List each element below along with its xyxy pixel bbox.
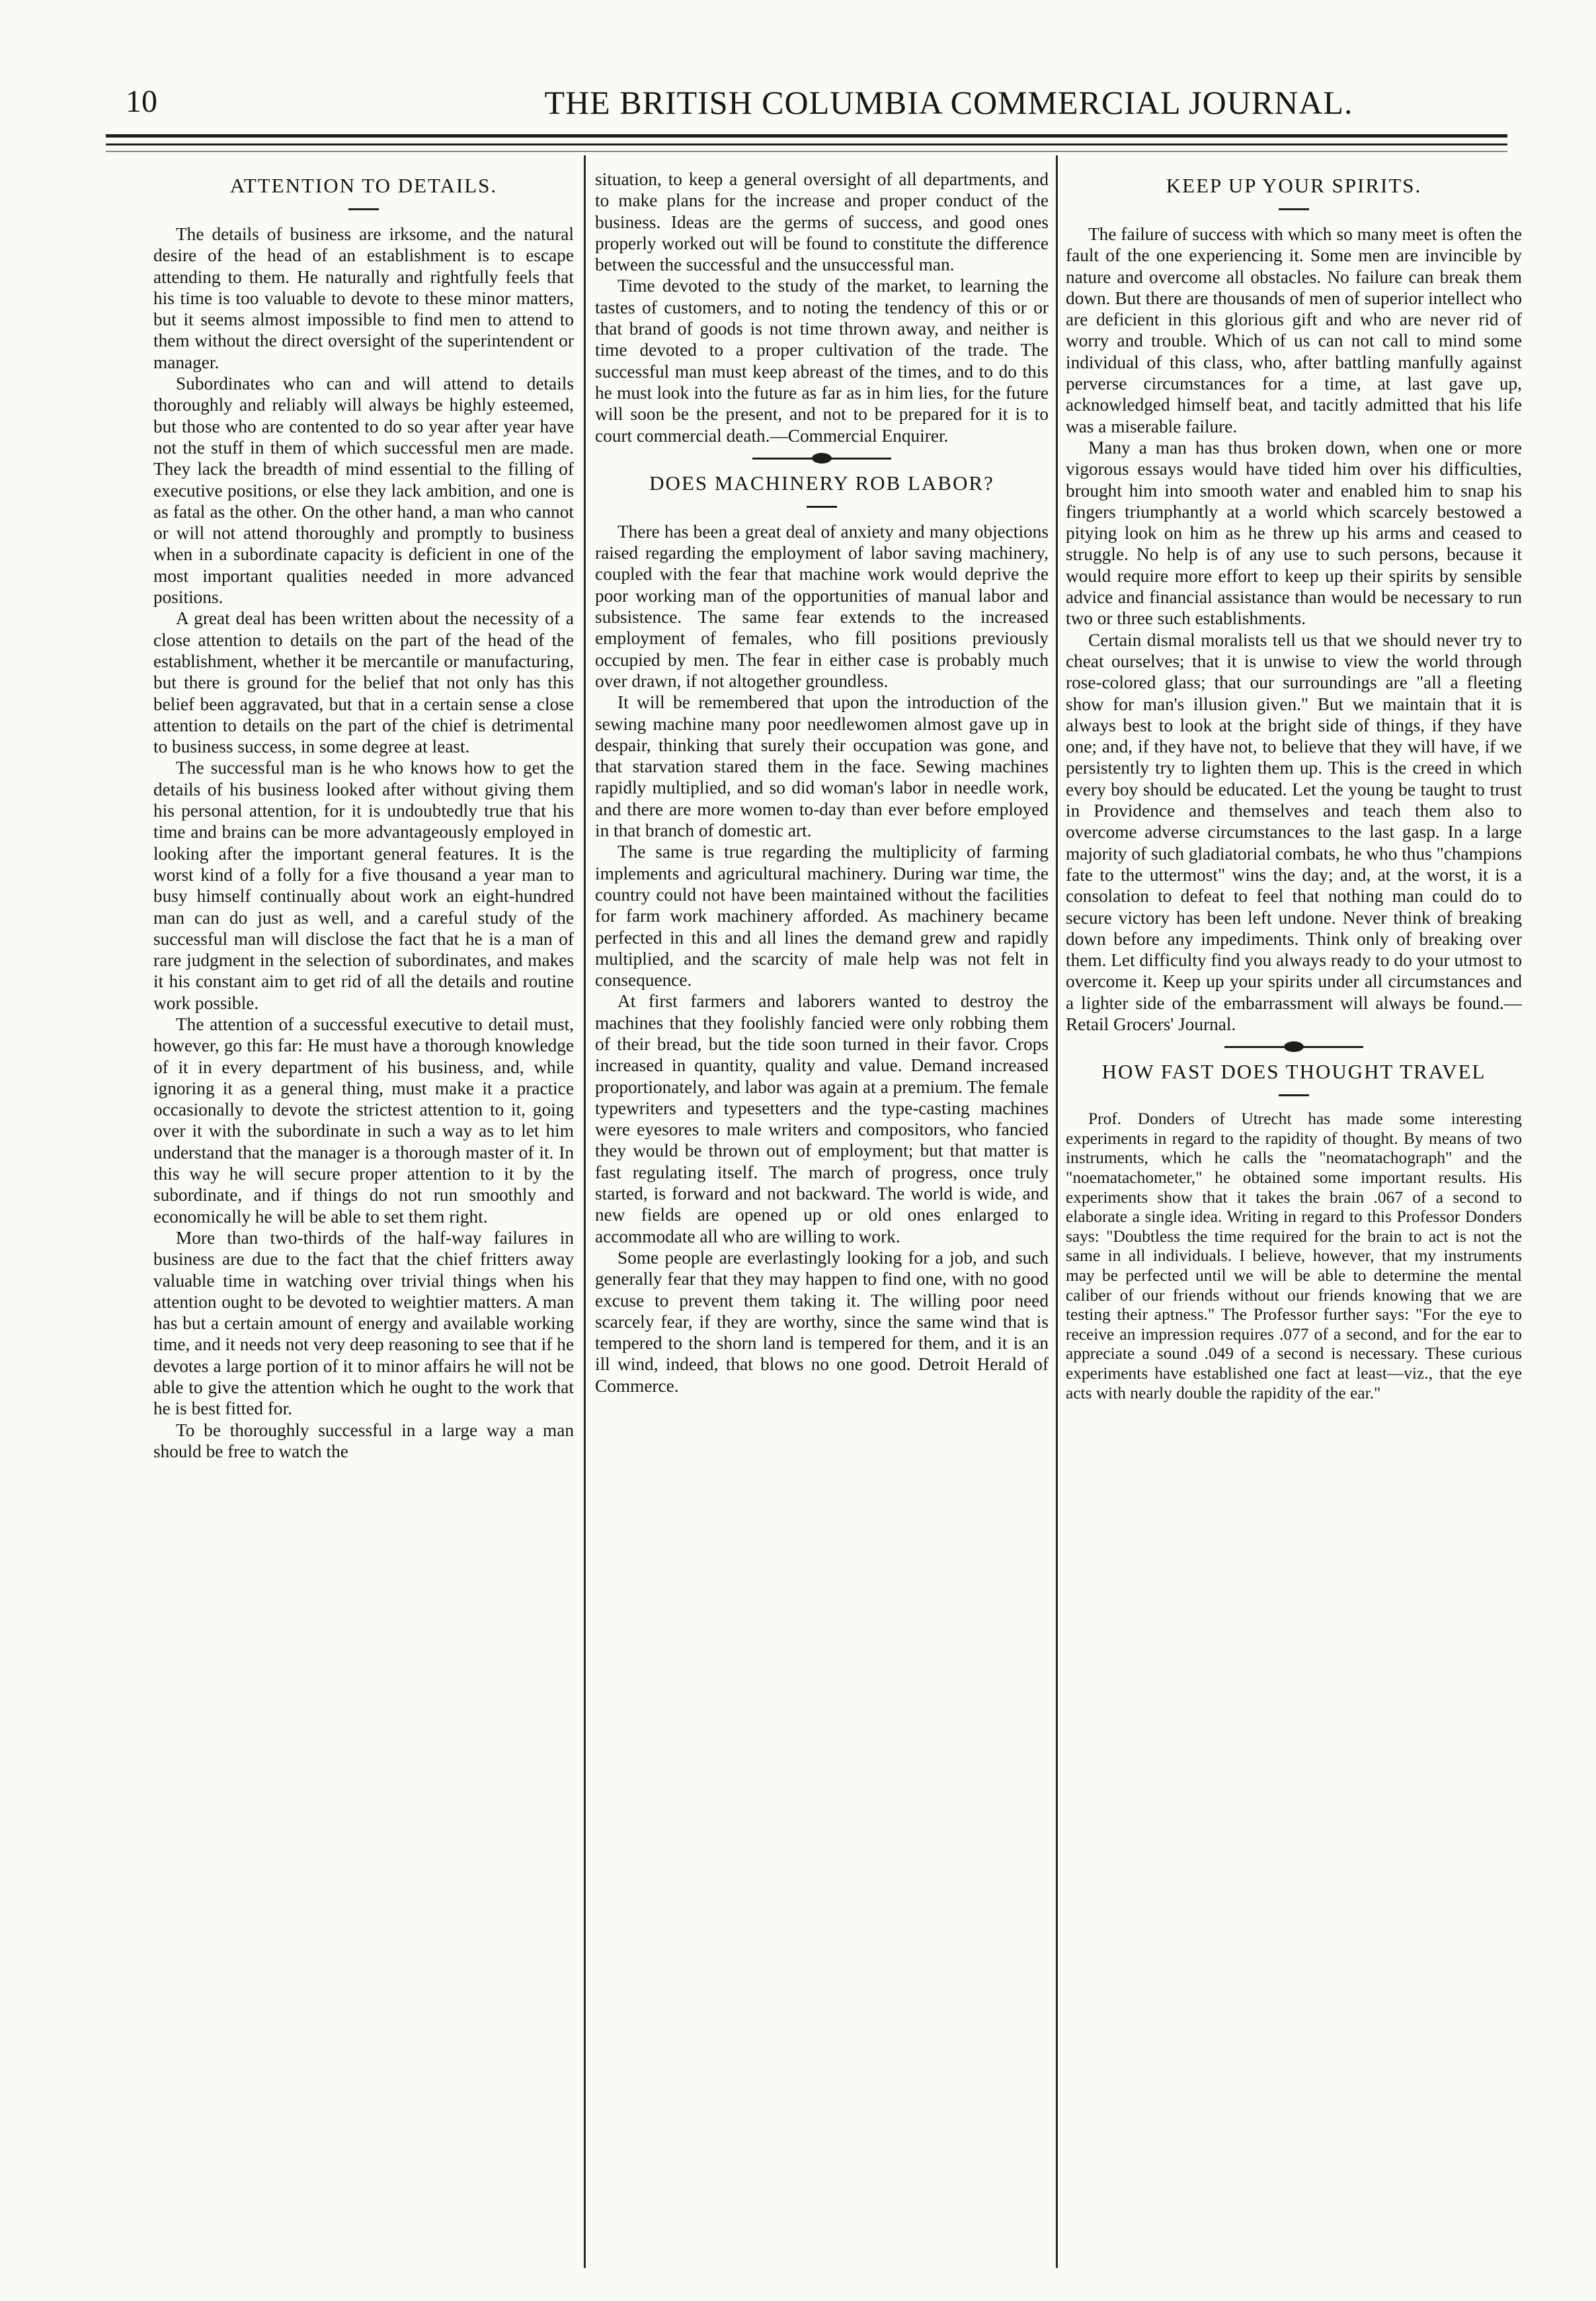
masthead: THE BRITISH COLUMBIA COMMERCIAL JOURNAL. bbox=[544, 84, 1353, 121]
paragraph: To be thoroughly successful in a large way a man should be free to watch the bbox=[153, 1420, 574, 1461]
paragraph: The successful man is he who knows how to get the details of his business looked after without giving them his personal attention, for it is undoubtedly true that his time and brains can be more advantageously employed in looking after the important general features. It is the worst kind of a folly for a five thousand a year man to busy himself continually about work an eight-hundred man can do just as well, and a careful study of the successful man will disclose the fact that he is a man of rare judgment in the selection of subordinates, and makes it his constant aim to get rid of all the details and routine work possible. bbox=[153, 758, 574, 1013]
article-divider bbox=[752, 450, 891, 466]
paragraph: Prof. Donders of Utrecht has made some interesting experiments in regard to the rapidity of thought. By means of two instruments, which he calls the "neomatachograph" and the "noematachometer," he obtained some important results. His experiments show that it takes the brain .067 of a second to elaborate a single idea. Writing in regard to this Professor Donders says: "Doubtless the time required for the brain to act is not the same in all individuals. I believe, however, that my instruments may be perfected until we will be able to determine the mental caliber of our friends without our friends knowing that we are testing their aptness." The Professor further says: "For the eye to receive an impression requires .077 of a second, and for the ear to appreciate a sound .049 of a second is necessary. These curious experiments have established one fact at least—viz., that the eye acts with nearly double the rapidity of the ear." bbox=[1066, 1110, 1522, 1402]
headline: HOW FAST DOES THOUGHT TRAVEL bbox=[1101, 1060, 1486, 1084]
column-2 bbox=[595, 169, 1049, 2271]
paragraph: A great deal has been written about the necessity of a close attention to details on the part of the head of the establishment, whether it be mercantile or manufacturing, but there is ground for the belief that not only has this belief been aggravated, but that in a certain sense a close attention to details on the part of the chief is detrimental to business success, in some degree at least. bbox=[153, 608, 574, 757]
header-rule bbox=[106, 134, 1507, 138]
paragraph: situation, to keep a general oversight of all departments, and to make plans for the increase and proper conduct of the business. Ideas are the germs of success, and good ones properly worked out will be found to constitute the difference between the successful and the unsuccessful man. bbox=[595, 169, 1049, 275]
article-keep-up-spirits bbox=[1066, 173, 1522, 1035]
paragraph: Many a man has thus broken down, when one or more vigorous essays would have tided him over his difficulties, brought him into smooth water and enabled him to snap his fingers triumphantly at a world which scarcely bestowed a pitying look on him as he threw up his arms and ceased to struggle. No help is of any use to such persons, because it would require more effort to keep up their spirits by sensible advice and financial assistance than would be necessary to run two or three such establishments. bbox=[1066, 437, 1522, 629]
headline-dash bbox=[807, 506, 837, 508]
headline-dash bbox=[1279, 1094, 1309, 1096]
paragraph: The failure of success with which so many meet is often the fault of the one experiencing it. Some men are invincible by nature and overcome all obstacles. No failure can break them down. But there are thousands of men of superior intellect who are deficient in this glorious gift and who are never rid of worry and trouble. Which of us can not call to mind some individual of this class, who, after battling manfully against perverse circumstances for a time, at last gave up, acknowledged himself beat, and tacitly admitted that his life was a miserable failure. bbox=[1066, 224, 1522, 436]
article-thought-travel bbox=[1066, 1059, 1522, 1403]
article-attention-to-details bbox=[153, 173, 574, 1462]
headline: KEEP UP YOUR SPIRITS. bbox=[1166, 174, 1422, 197]
header-rule bbox=[106, 143, 1507, 145]
header-rule bbox=[106, 151, 1507, 152]
paragraph: Certain dismal moralists tell us that we should never try to cheat ourselves; that it is unwise to view the world through rose-colored glass; that our surroundings are "all a fleeting show for man's illusion given." But we maintain that it is always best to look at the bright side of things, if they have one; and, if they have not, to believe that they will have, if we persistently try to lighten them up. This is the creed in which every boy should be educated. Let the young be taught to trust in Providence and themselves and teach them also to overcome adverse circumstances to the last gasp. In a large majority of such gladiatorial combats, he who thus "champions fate to the uttermost" wins the day; and, at the worst, it is a consolation to defeat to feel that nothing man could do to secure victory has been left undone. Never think of breaking down before any impediments. Think only of breaking over them. Let difficulty find you always ready to do your utmost to overcome it. Keep up your spirits under all circumstances and a lighter side of the embarrassment will always be found.—Retail Grocers' Journal. bbox=[1066, 629, 1522, 1034]
headline: ATTENTION TO DETAILS. bbox=[229, 174, 498, 197]
paragraph: Subordinates who can and will attend to details thoroughly and reliably will always be highly esteemed, but those who are contented to do so year after year have not the stuff in them of which successful men are made. They lack the breadth of mind essential to the filling of executive positions, or else they lack ambition, and one is as fatal as the other. On the other hand, a man who cannot or will not attend thoroughly and promptly to business when in a subordinate capacity is deficient in one of the most important qualities needed in more advanced positions. bbox=[153, 374, 574, 608]
paragraph: More than two-thirds of the half-way failures in business are due to the fact that the chief fritters away valuable time in watching over trivial things when his attention ought to be devoted to weightier matters. A man has but a certain amount of energy and available working time, and it needs not very deep reasoning to see that if he devotes a large portion of it to minor affairs he will not be able to give the attention which he ought to the work that he is best fitted for. bbox=[153, 1227, 574, 1419]
paragraph: The same is true regarding the multiplicity of farming implements and agricultural machinery. During war time, the country could not have been maintained without the facilities for farm work machinery afforded. As machinery became perfected in this and all lines the demand grew and rapidly multiplied, and the scarcity of male help was not felt in consequence. bbox=[595, 842, 1049, 990]
column-rule bbox=[584, 155, 586, 2268]
paragraph: At first farmers and laborers wanted to destroy the machines that they foolishly fancied were only robbing them of their bread, but the tide soon turned in their favor. Crops increased in quantity, quality and value. Demand increased proportionately, and labor was again at a premium. The female typewriters and typesetters and the type-casting machines were eyesores to male writers and compositors, who fancied they would be thrown out of employment; but that matter is fast regulating itself. The march of progress, once truly started, is forward and not backward. The world is wide, and new fields are opened up or old ones enlarged to accommodate all who are willing to work. bbox=[595, 991, 1049, 1246]
column-1 bbox=[153, 169, 574, 2271]
headline: DOES MACHINERY ROB LABOR? bbox=[649, 471, 994, 495]
paragraph: The details of business are irksome, and the natural desire of the head of an establishment is to escape attending to them. He naturally and rightfully feels that his time is too valuable to devote to these minor matters, but it seems almost impossible to find men to attend to them without the direct oversight of the superintendent or manager. bbox=[153, 224, 574, 372]
paragraph: Time devoted to the study of the market, to learning the tastes of customers, and to noting the tendency of this or or that brand of goods is not time thrown away, and neither is time devoted to a proper cultivation of the trade. The successful man must keep abreast of the times, and to do this he must look into the future as far as in him lies, for the future will soon be the present, and not to be prepared for it is to court commercial death.—Commercial Enquirer. bbox=[595, 276, 1049, 446]
article-divider bbox=[1224, 1039, 1363, 1055]
paragraph: It will be remembered that upon the introduction of the sewing machine many poor needlewomen almost gave up in despair, thinking that surely their occupation was gone, and that starvation stared them in the face. Sewing machines rapidly multiplied, and so did woman's labor in needle work, and there are more women to-day than ever before employed in that branch of domestic art. bbox=[595, 692, 1049, 841]
paragraph: There has been a great deal of anxiety and many objections raised regarding the employment of labor saving machinery, coupled with the fear that machine work would deprive the poor working man of the opportunities of manual labor and subsistence. The same fear extends to the increased employment of females, who fill positions previously occupied by men. The fear in either case is probably much over drawn, if not altogether groundless. bbox=[595, 521, 1049, 691]
article-machinery-labor bbox=[595, 470, 1049, 1396]
column-rule bbox=[1056, 155, 1058, 2268]
headline-dash bbox=[348, 208, 379, 210]
column-3 bbox=[1066, 169, 1522, 2271]
page-number: 10 bbox=[126, 84, 157, 119]
paragraph: The attention of a successful executive to detail must, however, go this far: He must have a thorough knowledge of it in every department of his business, and, while ignoring it as a general thing, must make it a practice occasionally to devote the strictest attention to it, going over it with the subordinate in such a way as to let him understand that the manager is a thorough master of it. In this way he will secure proper attention to it by the subordinate, and if things do not run smoothly and economically he will be able to set them right. bbox=[153, 1014, 574, 1227]
paragraph: Some people are everlastingly looking for a job, and such generally fear that they may happen to find one, with no good excuse to prevent them taking it. The willing poor need scarcely fear, if they are worthy, since the same wind that is tempered to the shorn land is tempered for them, and it is an ill wind, indeed, that blows no one good. Detroit Herald of Commerce. bbox=[595, 1247, 1049, 1396]
headline-dash bbox=[1279, 208, 1309, 210]
article-continued bbox=[595, 169, 1049, 446]
